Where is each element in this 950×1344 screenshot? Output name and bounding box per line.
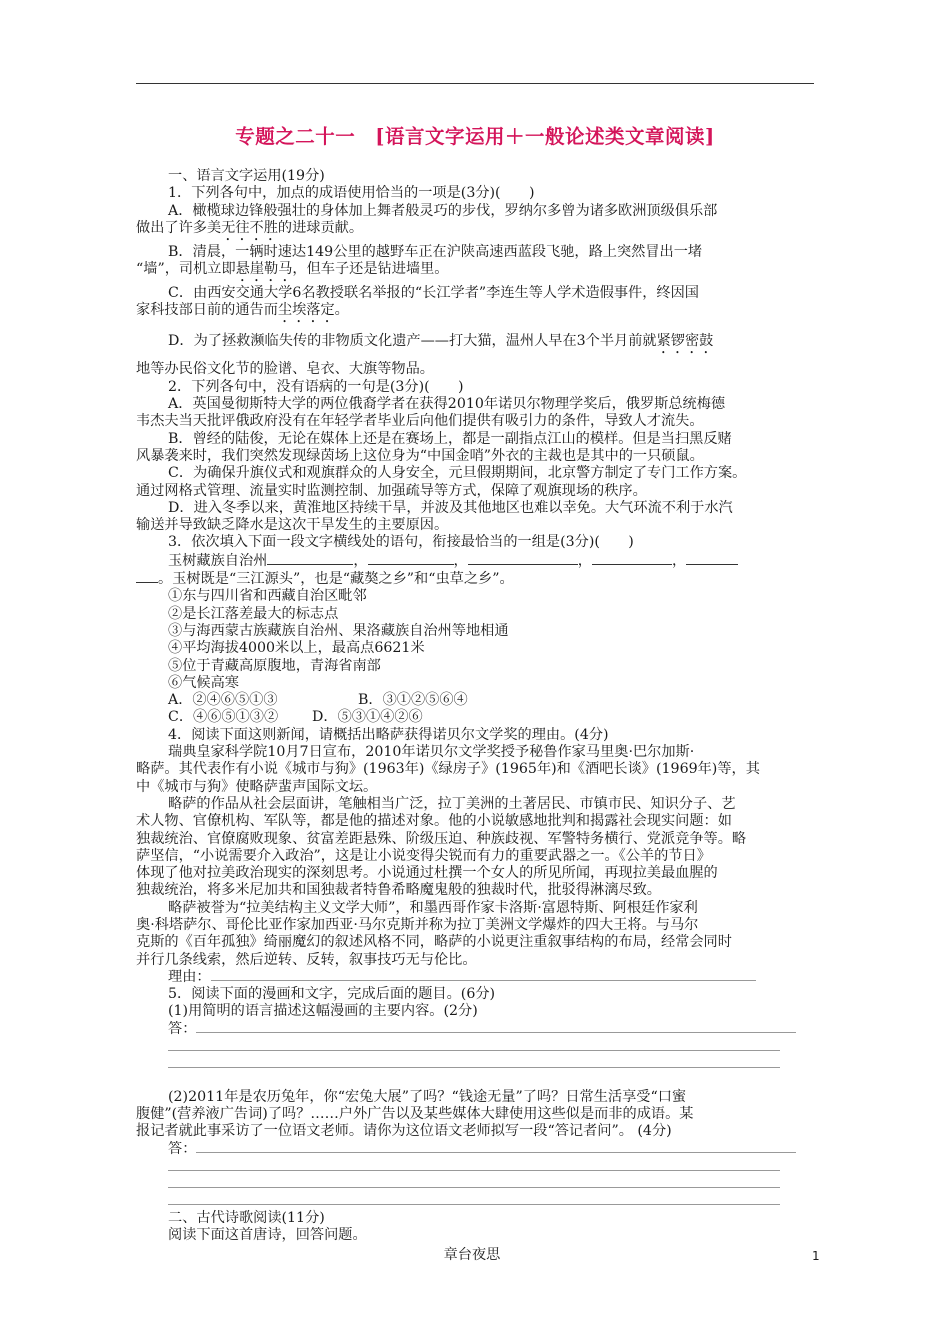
q3-options-ab: [168, 692, 816, 709]
q4-para2-line: 体现了他对拉美政治现实的深刻思考。小说通过杜撰一个女人的所见所闻，再现拉美最血腥的: [136, 865, 718, 882]
q3-options-cd: [168, 709, 816, 726]
q3-item: ⑥气候高寒: [168, 674, 239, 691]
q2-option-c-line1: C．为确保升旗仪式和观旗群众的人身安全，元旦假期期间，北京警方制定了专门工作方案。: [168, 465, 747, 482]
text: 玉树藏族自治州: [168, 552, 268, 569]
text: 家科技部日前的通告而: [136, 302, 278, 319]
q3-passage-line2: [136, 570, 816, 588]
q4-para2-line: 萨坚信，“小说需要介入政治”，这是让小说变得尖锐而有力的重要武器之一。《公羊的节日》: [136, 847, 711, 864]
q2-option-a-line2: 韦杰夫当天批评俄政府没有在年轻学者毕业后向他们提供有吸引力的条件，导致人才流失。: [136, 413, 704, 430]
q1-option-a-line1: A．橄榄球边锋般强壮的身体加上舞者般灵巧的步伐，罗纳尔多曾为诸多欧洲顶级俱乐部: [168, 202, 718, 219]
q4-para3-line: 并行几条线索，然后逆转、反转，叙事技巧无与伦比。: [136, 951, 477, 968]
blank-line: [368, 552, 454, 565]
q1-option-c-line2: [136, 302, 816, 326]
blank-line: [686, 552, 738, 565]
top-rule: [136, 83, 814, 84]
q5-answer-row: [168, 1021, 816, 1038]
q4-para2-line: 略萨的作品从社会层面讲，笔触相当广泛，拉丁美洲的土著居民、市镇市民、知识分子、艺: [168, 795, 736, 812]
page-title: 专题之二十一 [语言文字运用＋一般论述类文章阅读]: [235, 125, 715, 148]
q3-item: ⑤位于青藏高原腹地，青海省南部: [168, 657, 381, 674]
q2-option-d-line1: D．进入冬季以来，黄淮地区持续干旱，并波及其他地区也难以幸免。大气环流不利于水汽: [168, 499, 733, 516]
answer-line: [168, 1158, 816, 1175]
q3-item: ①东与四川省和西藏自治区毗邻: [168, 588, 367, 605]
dotted-idiom: 紧锣密鼓: [656, 333, 714, 350]
blank-line: [267, 552, 353, 565]
text: 。玉树既是“三江源头”，也是“藏獒之乡”和“虫草之乡”。: [158, 571, 514, 588]
text: “墙”，司机立即: [136, 261, 236, 278]
question-5-stem: 5．阅读下面的漫画和文字，完成后面的题目。(6分): [168, 986, 496, 1003]
q1-option-b-line1: B．清晨，一辆时速达149公里的越野车正在沪陕高速西蓝段飞驰，路上突然冒出一堵: [168, 243, 703, 260]
q4-para1-line: 略萨。其代表作有小说《城市与狗》(1963年)《绿房子》(1965年)和《酒吧长谈》(1969年)等，其: [136, 761, 760, 778]
blank-line: [468, 552, 578, 565]
q4-reason-row: [168, 969, 816, 986]
page-number: 1: [812, 1249, 820, 1263]
q5-sub1: (1)用简明的语言描述这幅漫画的主要内容。(2分): [168, 1003, 478, 1020]
answer-line: [168, 1055, 816, 1072]
q4-para1-line: 中《城市与狗》使略萨蜚声国际文坛。: [136, 778, 378, 795]
blank-line: [136, 570, 158, 583]
q3-passage-line1: 玉树藏族自治州 ， ， ， ，: [168, 552, 816, 570]
dotted-idiom: 悬崖勒马: [235, 261, 293, 278]
question-3-stem: 3．依次填入下面一段文字横线处的语句，衔接最恰当的一组是(3分)( ): [168, 534, 634, 551]
option-a: A．②④⑥⑤①③: [168, 692, 278, 709]
question-4-stem: 4．阅读下面这则新闻，请概括出略萨获得诺贝尔文学奖的理由。(4分): [168, 726, 609, 743]
q5-sub2-line: 腹健”(营养液广告词)了吗？……户外广告以及某些媒体大肆使用这些似是而非的成语。某: [136, 1105, 694, 1122]
answer-line: [196, 1021, 796, 1033]
text: 。: [334, 302, 349, 319]
q4-para2-line: 独裁统治，将多米尼加共和国独裁者特鲁希略魔鬼般的独裁时代，批驳得淋漓尽致。: [136, 882, 661, 899]
q2-option-b-line1: B．曾经的陆俊，无论在媒体上还是在赛场上，都是一副指点江山的模样。但是当扫黑反赌: [168, 430, 732, 447]
q5-sub2-line: 报记者就此事采访了一位语文老师。请你为这位语文老师拟写一段“答记者问”。 (4分): [136, 1123, 672, 1140]
question-2-stem: 2．下列各句中，没有语病的一句是(3分)( ): [168, 378, 464, 395]
text: 的进球贡献。: [277, 219, 364, 236]
q4-para3-line: 克斯的《百年孤独》绮丽魔幻的叙述风格不同，略萨的小说更注重叙事结构的布局，经常会同时: [136, 934, 732, 951]
dotted-idiom: 无往不胜: [221, 219, 278, 236]
answer-line: [211, 969, 756, 981]
q3-item: ④平均海拔4000米以上，最高点6621米: [168, 640, 425, 657]
q4-para1-line: 瑞典皇家科学院10月7日宣布，2010年诺贝尔文学奖授予秘鲁作家马里奥·巴尔加斯·: [168, 744, 695, 761]
q4-para2-line: 术人物、官僚机构、军队等，都是他的描述对象。他的小说敏感地批判和揭露社会现实问题：如: [136, 813, 732, 830]
text: ，但车子还是钻进墙里。: [292, 261, 449, 278]
answer-line: [196, 1141, 796, 1153]
q3-item: ③与海西蒙古族藏族自治州、果洛藏族自治州等地相通: [168, 622, 509, 639]
answer-line: [168, 1192, 816, 1209]
q3-item: ②是长江落差最大的标志点: [168, 605, 339, 622]
option-c: C．④⑥⑤①③②: [168, 709, 279, 726]
q5-answer-row-2: [168, 1141, 816, 1158]
question-1-stem: 1．下列各句中，加点的成语使用恰当的一项是(3分)( ): [168, 185, 535, 202]
option-d: D．⑤③①④②⑥: [312, 709, 423, 726]
q1-option-b-line2: [136, 261, 816, 285]
text: 做出了许多美: [136, 219, 222, 236]
q2-option-b-line2: 风暴袭来时，我们突然发现绿茵场上这位身为“中国金哨”外衣的主裁也是其中的一只硕鼠。: [136, 447, 704, 464]
poem-title: 章台夜思: [443, 1247, 501, 1264]
answer-line: [168, 1175, 816, 1192]
text: D．为了拯救濒临失传的非物质文化遗产——打大猫，温州人早在3个半月前就: [168, 333, 657, 350]
option-b: B．③①②⑤⑥④: [358, 692, 468, 709]
q5-sub2-line: (2)2011年是农历兔年，你“宏兔大展”了吗？“钱途无量”了吗？日常生活享受“口蜜: [168, 1088, 687, 1105]
answer-line: [168, 1038, 816, 1055]
reason-label: 理由：: [168, 968, 211, 985]
q4-para3-line: 奥·科塔萨尔、哥伦比亚作家加西亚·马尔克斯并称为拉丁美洲文学爆炸的四大王将。与马尔: [136, 916, 699, 933]
q4-para2-line: 独裁统治、官僚腐败现象、贫富差距悬殊、阶级压迫、种族歧视、军警特务横行、党派竞争等。略: [136, 830, 747, 847]
answer-label: 答：: [168, 1020, 197, 1037]
q4-para3-line: 略萨被誉为“拉美结构主义文学大师”，和墨西哥作家卡洛斯·富恩特斯、阿根廷作家利: [168, 899, 698, 916]
q1-option-a-line2: [136, 220, 816, 244]
document-body: [136, 168, 816, 1265]
q1-option-d-line2: 地等办民俗文化节的脸谱、皂衣、大旗等物品。: [136, 361, 434, 378]
q1-option-d-line1: [168, 333, 816, 357]
dotted-idiom: 尘埃落定: [277, 302, 335, 319]
section-heading: 一、语言文字运用(19分): [168, 168, 325, 184]
q2-option-c-line2: 通过网格式管理、流量实时监测控制、加强疏导等方式，保障了观旗现场的秩序。: [136, 482, 647, 499]
section-heading-2: 二、古代诗歌阅读(11分): [168, 1209, 325, 1226]
section2-intro: 阅读下面这首唐诗，回答问题。: [168, 1227, 367, 1244]
q1-option-c-line1: C．由西安交通大学6名教授联名举报的“长江学者”李连生等人学术造假事件，终因国: [168, 285, 699, 302]
q2-option-d-line2: 输送并导致缺乏降水是这次干旱发生的主要原因。: [136, 517, 449, 534]
blank-line: [592, 552, 672, 565]
q2-option-a-line1: A．英国曼彻斯特大学的两位俄裔学者在获得2010年诺贝尔物理学奖后，俄罗斯总统梅德: [168, 396, 726, 413]
answer-label: 答：: [168, 1140, 197, 1157]
